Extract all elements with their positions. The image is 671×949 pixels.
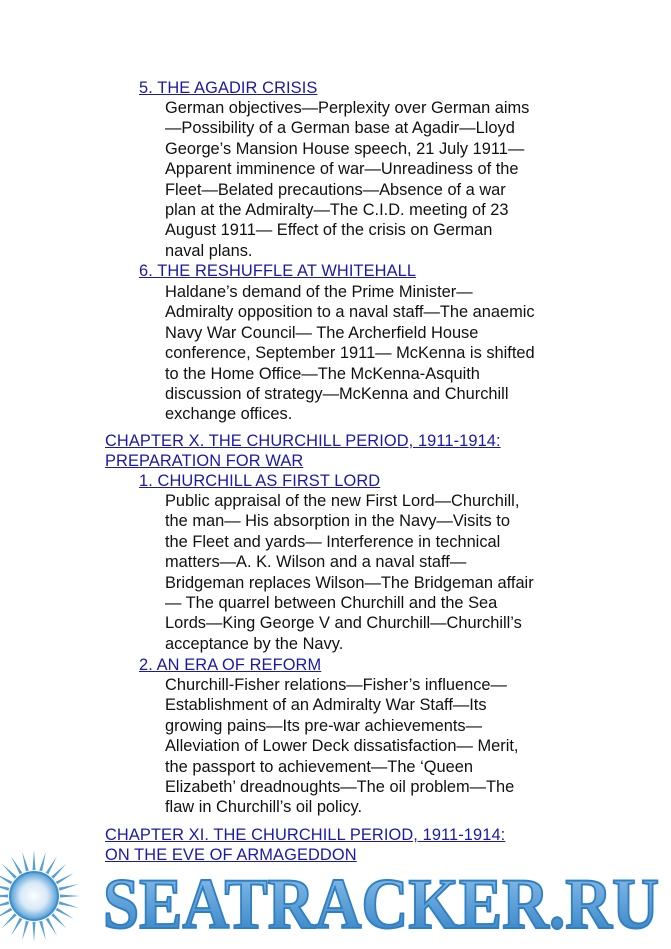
summary-line: Haldane’s demand of the Prime Minister— (165, 283, 473, 301)
sun-ray (0, 873, 12, 884)
summary-line: the passport to achievement—The ‘Queen (165, 757, 473, 776)
sun-ray (59, 884, 79, 891)
summary-line: to the Home Office—The McKenna-Asquith (165, 364, 480, 383)
sun-ray (22, 921, 29, 941)
chapter-xi-title-line-1: CHAPTER XI. THE CHURCHILL PERIOD, 1911-1914: (105, 826, 506, 844)
toc-link-chapter-x[interactable] (105, 431, 555, 472)
summary-line: discussion of strategy—McKenna and Churchill (165, 385, 509, 404)
chapter-x-title-line-2: PREPARATION FOR WAR (105, 452, 304, 471)
sun-ray (56, 908, 74, 919)
summary-line: plan at the Admiralty—The C.I.D. meeting of 23 (165, 201, 509, 220)
summary-line: Alleviation of Lower Deck dissatisfaction— Merit, (165, 737, 519, 756)
section-summary-reshuffle (165, 282, 575, 425)
section-summary-agadir-crisis (165, 98, 575, 261)
sun-ray (11, 918, 22, 936)
section-summary-era-of-reform (165, 675, 575, 818)
summary-line: Elizabeth’ dreadnoughts—The oil problem—The (165, 778, 515, 797)
toc-link-agadir-crisis[interactable]: 5. THE AGADIR CRISIS (139, 79, 318, 97)
sun-ray (39, 921, 46, 941)
sun-burst-icon (0, 850, 80, 942)
sun-ray (2, 864, 17, 879)
sun-ray (11, 856, 22, 874)
watermark-text: SEATRACKER.RU (103, 864, 659, 944)
section-summary-churchill-first-lord (165, 491, 575, 654)
chapter-xi-title-line-2: ON THE EVE OF ARMAGEDDON (105, 846, 357, 865)
summary-line: Fleet—Belated precautions—Absence of a war (165, 180, 506, 199)
sun-ray (59, 901, 79, 908)
summary-line: the Fleet and yards— Interference in technical (165, 532, 501, 551)
summary-line: Establishment of an Admiralty War Staff—Its (165, 696, 487, 715)
sun-ray (33, 922, 36, 942)
summary-line: naval plans. (165, 241, 253, 260)
summary-line: German objectives—Perplexity over German aims (165, 99, 530, 117)
sun-ray (0, 901, 9, 908)
toc-link-churchill-first-lord[interactable]: 1. CHURCHILL AS FIRST LORD (139, 472, 381, 490)
sun-ray (46, 918, 57, 936)
summary-line: Churchill-Fisher relations—Fisher’s influence— (165, 676, 507, 694)
summary-line: exchange offices. (165, 405, 293, 424)
sun-ray (51, 864, 66, 879)
summary-line: Lords—King George V and Churchill—Churchill’s (165, 614, 522, 633)
toc-link-era-of-reform[interactable]: 2. AN ERA OF REFORM (139, 656, 322, 674)
summary-line: Admiralty opposition to a naval staff—The anaemic (165, 303, 535, 322)
summary-line: conference, September 1911— McKenna is shifted (165, 344, 535, 363)
sun-ray (22, 852, 29, 872)
sun-ray (56, 873, 74, 884)
sun-ray (33, 850, 36, 870)
summary-line: — The quarrel between Churchill and the Sea (165, 594, 498, 613)
sun-ray (2, 913, 17, 928)
sun-ray (51, 913, 66, 928)
sun-ray (46, 856, 57, 874)
sun-ray (0, 884, 9, 891)
summary-line: —Possibility of a German base at Agadir—Lloyd (165, 119, 515, 138)
seatracker-watermark (0, 848, 671, 949)
summary-line: Public appraisal of the new First Lord—Churchill, (165, 492, 520, 510)
toc-link-reshuffle-at-whitehall[interactable]: 6. THE RESHUFFLE AT WHITEHALL (139, 262, 417, 280)
summary-line: acceptance by the Navy. (165, 634, 344, 653)
summary-line: August 1911— Effect of the crisis on German (165, 221, 493, 240)
chapter-x-title-line-1: CHAPTER X. THE CHURCHILL PERIOD, 1911-1914: (105, 432, 501, 450)
sun-ray (0, 895, 8, 898)
summary-line: Navy War Council— The Archerfield House (165, 323, 479, 342)
summary-line: George’s Mansion House speech, 21 July 1911— (165, 139, 525, 158)
summary-line: flaw in Churchill’s oil policy. (165, 798, 363, 817)
summary-line: Bridgeman replaces Wilson—The Bridgeman affair (165, 573, 534, 592)
summary-line: the man— His absorption in the Navy—Visits to (165, 512, 510, 531)
sun-ray (39, 852, 46, 872)
summary-line: growing pains—Its pre-war achievements— (165, 716, 483, 735)
sun-ray (0, 908, 12, 919)
summary-line: matters—A. K. Wilson and a naval staff— (165, 553, 467, 572)
sun-ray (60, 895, 80, 898)
summary-line: Apparent imminence of war—Unreadiness of the (165, 160, 519, 179)
